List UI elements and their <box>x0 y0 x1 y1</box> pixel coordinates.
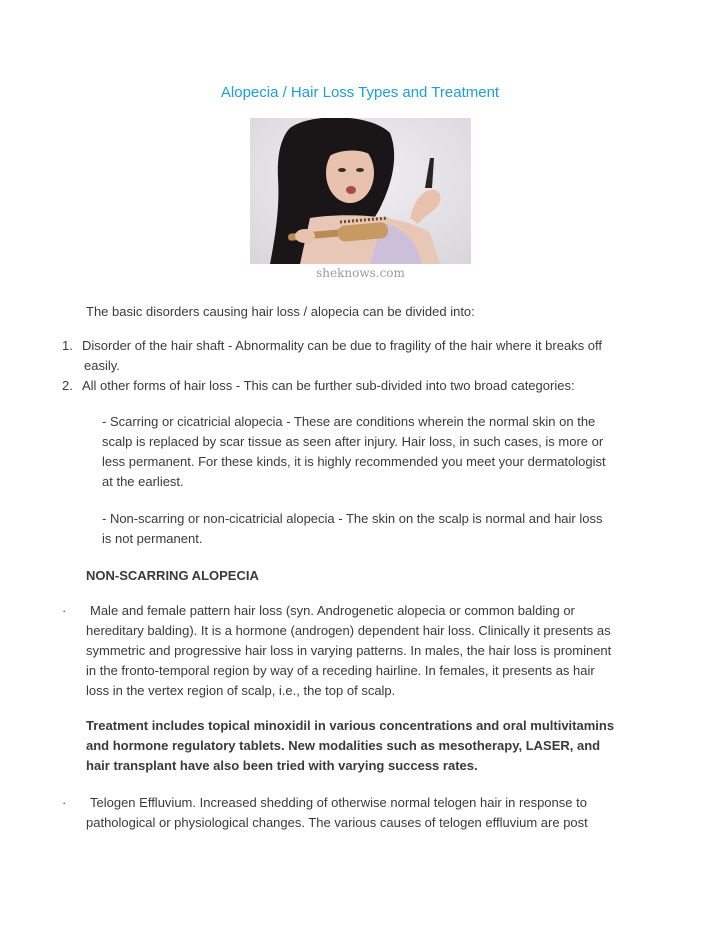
bullet-icon: · <box>62 603 67 618</box>
image-caption: sheknows.com <box>316 266 405 280</box>
list-text-continued: easily. <box>84 358 120 373</box>
text-line: pathological or physiological changes. The various causes of telogen effluvium are post <box>86 815 588 830</box>
document-title: Alopecia / Hair Loss Types and Treatment <box>220 84 500 101</box>
text-line: loss in the vertex region of scalp, i.e., the top of scalp. <box>86 683 396 698</box>
text-line: hereditary balding). It is a hormone (androgen) dependent hair loss. Clinically it presents as <box>86 623 611 638</box>
text-line: and hormone regulatory tablets. New modalities such as mesotherapy, LASER, and <box>86 738 601 753</box>
text-line: - Scarring or cicatricial alopecia - These are conditions wherein the normal skin on the <box>102 414 596 429</box>
section-heading: NON-SCARRING ALOPECIA <box>86 568 259 583</box>
sub-item-non-scarring <box>102 509 642 549</box>
hair-loss-photo <box>250 118 471 264</box>
list-text: All other forms of hair loss - This can be further sub-divided into two broad categories: <box>82 378 575 393</box>
list-text: Disorder of the hair shaft - Abnormality can be due to fragility of the hair where it breaks off <box>82 338 603 353</box>
text-line: at the earliest. <box>102 474 184 489</box>
text-line: in the fronto-temporal region by way of a receding hairline. In females, it presents as hair <box>86 663 595 678</box>
text-line: is not permanent. <box>102 531 203 546</box>
text-line: - Non-scarring or non-cicatricial alopecia - The skin on the scalp is normal and hair loss <box>102 511 603 526</box>
text-line: less permanent. For these kinds, it is highly recommended you meet your dermatologist <box>102 454 606 469</box>
text-line: scalp is replaced by scar tissue as seen after injury. Hair loss, in such cases, is more or <box>102 434 604 449</box>
intro-paragraph: The basic disorders causing hair loss / alopecia can be divided into: <box>86 304 475 319</box>
text-line: symmetric and progressive hair loss in varying patterns. In males, the hair loss is prominent <box>86 643 612 658</box>
sub-item-scarring <box>102 412 642 492</box>
list-item <box>62 376 662 396</box>
treatment-paragraph <box>86 716 656 776</box>
text-line: Telogen Effluvium. Increased shedding of otherwise normal telogen hair in response to <box>90 795 587 810</box>
woman-with-hairbrush-image <box>250 118 471 264</box>
bullet-icon: · <box>62 795 67 810</box>
list-item <box>62 336 662 376</box>
bullet-item-pattern-hair-loss <box>62 601 652 701</box>
list-number: 1. <box>62 338 73 353</box>
text-line: Male and female pattern hair loss (syn. Androgenetic alopecia or common balding or <box>90 603 575 618</box>
text-line: Treatment includes topical minoxidil in various concentrations and oral multivitamins <box>86 718 615 733</box>
bullet-item-telogen-effluvium <box>62 793 652 833</box>
list-number: 2. <box>62 378 73 393</box>
text-line: hair transplant have also been tried with varying success rates. <box>86 758 478 773</box>
